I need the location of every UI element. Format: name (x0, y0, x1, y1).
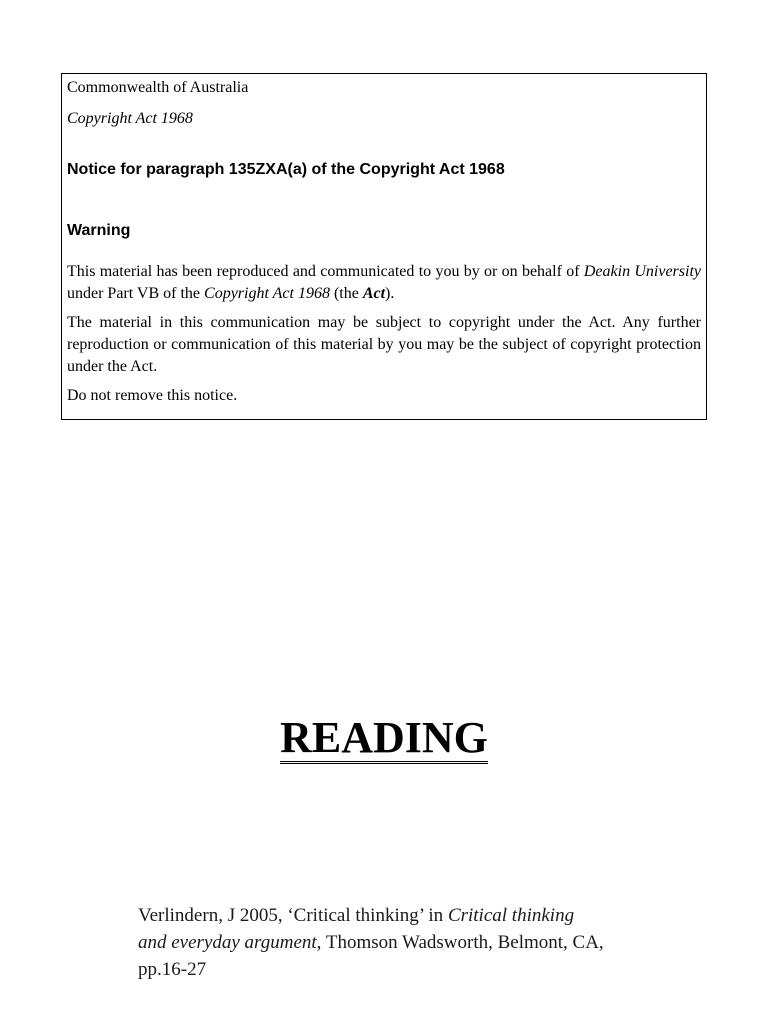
para1-act-title: Copyright Act 1968 (204, 285, 330, 302)
citation-line-2 (138, 929, 678, 956)
notice-heading: Notice for paragraph 135ZXA(a) of the Copyright Act 1968 (67, 161, 505, 178)
citation-book-title-2: and everyday argument, (138, 932, 322, 953)
notice-act-title: Copyright Act 1968 (67, 110, 193, 127)
citation-author: Verlindern, J 2005, ‘Critical thinking’ in (138, 905, 448, 926)
citation (138, 902, 678, 983)
para1-university: Deakin University (583, 263, 702, 280)
notice-paragraph-2: The material in this communication may be subject to copyright under the Act. Any further reproduction or communication of this material by you may be the subject of copyright protection under the Act. (67, 314, 701, 375)
reading-title (0, 712, 768, 764)
notice-paragraph-1 (67, 261, 701, 305)
citation-book-title-1: Critical thinking (447, 905, 575, 926)
citation-line-1 (138, 902, 678, 929)
citation-pages: pp.16-27 (138, 959, 207, 980)
para1-text-5: (the (329, 285, 363, 302)
para1-text-7: ). (385, 285, 395, 302)
notice-country: Commonwealth of Australia (67, 79, 249, 96)
para1-text-1: This material has been reproduced and communicated to you by or on behalf of (67, 263, 584, 280)
para1-text-3: under Part VB of the (67, 285, 205, 302)
para1-act-short: Act (362, 285, 386, 302)
notice-warning-heading: Warning (67, 222, 131, 239)
citation-publisher: Thomson Wadsworth, Belmont, CA, (321, 932, 604, 953)
reading-title-text: READING (280, 713, 488, 762)
copyright-notice-box (61, 73, 707, 420)
notice-paragraph-3: Do not remove this notice. (67, 387, 238, 404)
